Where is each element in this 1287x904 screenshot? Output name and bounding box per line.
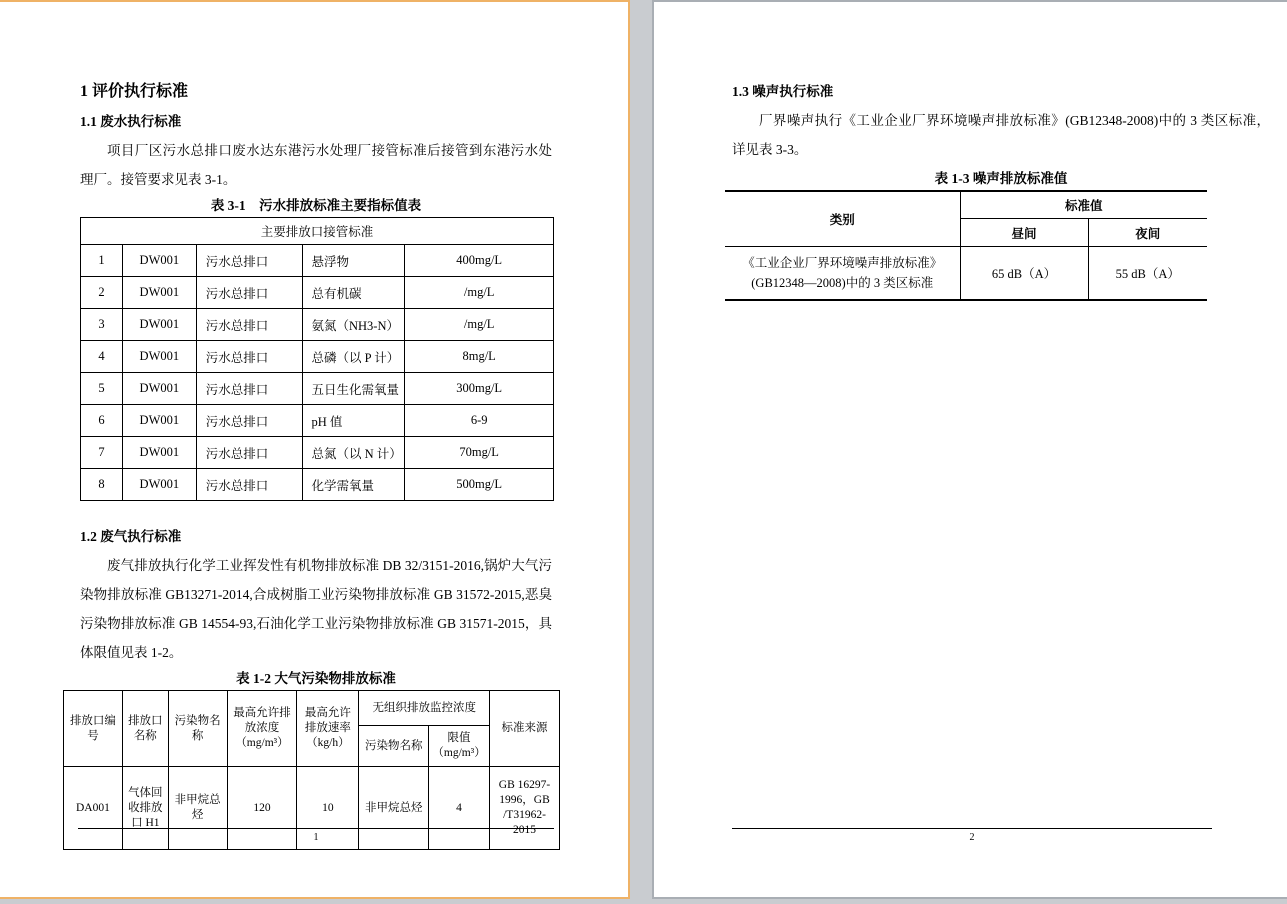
header-standard-source: 标准来源 [490,691,560,767]
cell-pollutant: 悬浮物 [302,245,405,277]
section-1-3-heading: 1.3 噪声执行标准 [732,84,834,99]
noise-standards-table [725,190,1207,301]
cell-limit: 70mg/L [405,437,554,469]
cell-pollutant: 非甲烷总烃 [168,767,227,850]
cell-outlet-id: DA001 [64,767,123,850]
table-row [81,341,554,373]
page-number: 2 [969,832,975,843]
cell-outlet-name: 气体回收排放口 H1 [122,767,168,850]
cell-outlet-code: DW001 [122,469,196,501]
header-outlet-name: 排放口名称 [122,691,168,767]
cell-index: 3 [81,309,123,341]
header-max-concentration: 最高允许排放浓度（mg/m³） [227,691,297,767]
table-header-row [725,191,1207,219]
section-1-2-heading: 1.2 废气执行标准 [80,529,182,544]
table-row [81,405,554,437]
cell-outlet-name: 污水总排口 [196,373,302,405]
header-standard-value: 标准值 [960,191,1207,219]
cell-index: 1 [81,245,123,277]
cell-pollutant: 化学需氧量 [302,469,405,501]
table-header-row [81,218,554,245]
cell-max-concentration: 120 [227,767,297,850]
cell-pollutant: 氨氮（NH3-N） [302,309,405,341]
cell-outlet-name: 污水总排口 [196,405,302,437]
cell-limit: /mg/L [405,277,554,309]
table-row [81,245,554,277]
header-fugitive-pollutant: 污染物名称 [359,726,429,767]
category-line-1: 《工业企业厂界环境噪声排放标准》 [742,256,943,270]
cell-index: 2 [81,277,123,309]
wastewater-standards-table [80,217,554,501]
table-3-1-caption: 表 3-1 污水排放标准主要指标值表 [210,198,422,213]
cell-index: 6 [81,405,123,437]
cell-outlet-code: DW001 [122,277,196,309]
header-category: 类别 [725,191,960,247]
cell-limit: 8mg/L [405,341,554,373]
table-row [81,437,554,469]
cell-max-rate: 10 [297,767,359,850]
header-outlet-id: 排放口编号 [64,691,123,767]
cell-limit: 300mg/L [405,373,554,405]
cell-index: 7 [81,437,123,469]
cell-category [725,247,960,301]
cell-pollutant: pH 值 [302,405,405,437]
cell-index: 4 [81,341,123,373]
cell-outlet-name: 污水总排口 [196,469,302,501]
cell-limit: 400mg/L [405,245,554,277]
cell-daytime-value: 65 dB（A） [960,247,1088,301]
cell-limit: 6-9 [405,405,554,437]
page-footer [732,828,1212,843]
table-1-3-caption: 表 1-3 噪声排放标准值 [934,171,1068,186]
table-row [725,247,1207,301]
cell-pollutant: 五日生化需氧量 [302,373,405,405]
cell-limit: 500mg/L [405,469,554,501]
cell-outlet-code: DW001 [122,309,196,341]
cell-outlet-name: 污水总排口 [196,341,302,373]
table-row [81,309,554,341]
cell-outlet-code: DW001 [122,341,196,373]
cell-outlet-code: DW001 [122,405,196,437]
table-row [81,277,554,309]
cell-outlet-code: DW001 [122,245,196,277]
header-fugitive-limit: 限值（mg/m³） [429,726,490,767]
header-fugitive-emission: 无组织排放监控浓度 [359,691,490,726]
document-page-2[interactable] [652,0,1287,899]
cell-limit: /mg/L [405,309,554,341]
cell-outlet-code: DW001 [122,437,196,469]
section-1-heading: 1 评价执行标准 [80,83,189,100]
cell-pollutant: 总氮（以 N 计） [302,437,405,469]
cell-index: 8 [81,469,123,501]
air-pollutant-standards-table [63,690,560,850]
header-nighttime: 夜间 [1088,219,1207,247]
table-header-row [64,691,560,726]
section-1-1-heading: 1.1 废水执行标准 [80,114,182,129]
section-1-2-paragraph: 废气排放执行化学工业挥发性有机物排放标准 DB 32/3151-2016,锅炉大气污染物排放标准 GB13271-2014,合成树脂工业污染物排放标准 GB 31572-2015,恶臭污染物排放标准 GB 14554-93,石油化学工业污染物排放标准 GB 31571-2015，具体限值见表 1-2。 [80,558,552,660]
cell-fugitive-pollutant: 非甲烷总烃 [359,767,429,850]
table-merged-header: 主要排放口接管标准 [81,218,554,245]
cell-outlet-name: 污水总排口 [196,309,302,341]
cell-nighttime-value: 55 dB（A） [1088,247,1207,301]
cell-pollutant: 总磷（以 P 计） [302,341,405,373]
page-number: 1 [313,832,319,843]
cell-outlet-name: 污水总排口 [196,277,302,309]
cell-index: 5 [81,373,123,405]
cell-pollutant: 总有机碳 [302,277,405,309]
table-row [81,373,554,405]
page-footer [78,828,554,843]
category-line-2: (GB12348—2008)中的 3 类区标准 [751,276,934,290]
table-row [81,469,554,501]
header-max-rate: 最高允许排放速率（kg/h） [297,691,359,767]
cell-standard-source: GB 16297-1996，GB /T31962-2015 [490,767,560,850]
cell-outlet-code: DW001 [122,373,196,405]
table-1-2-caption: 表 1-2 大气污染物排放标准 [236,671,396,686]
cell-outlet-name: 污水总排口 [196,245,302,277]
cell-outlet-name: 污水总排口 [196,437,302,469]
header-daytime: 昼间 [960,219,1088,247]
document-page-1[interactable] [0,0,630,899]
cell-fugitive-limit: 4 [429,767,490,850]
section-1-3-paragraph: 厂界噪声执行《工业企业厂界环境噪声排放标准》(GB12348-2008)中的 3 类区标准，详见表 3-3。 [732,113,1270,157]
section-1-1-paragraph: 项目厂区污水总排口废水达东港污水处理厂接管标准后接管到东港污水处理厂。接管要求见表 3-1。 [80,143,552,187]
header-pollutant: 污染物名称 [168,691,227,767]
